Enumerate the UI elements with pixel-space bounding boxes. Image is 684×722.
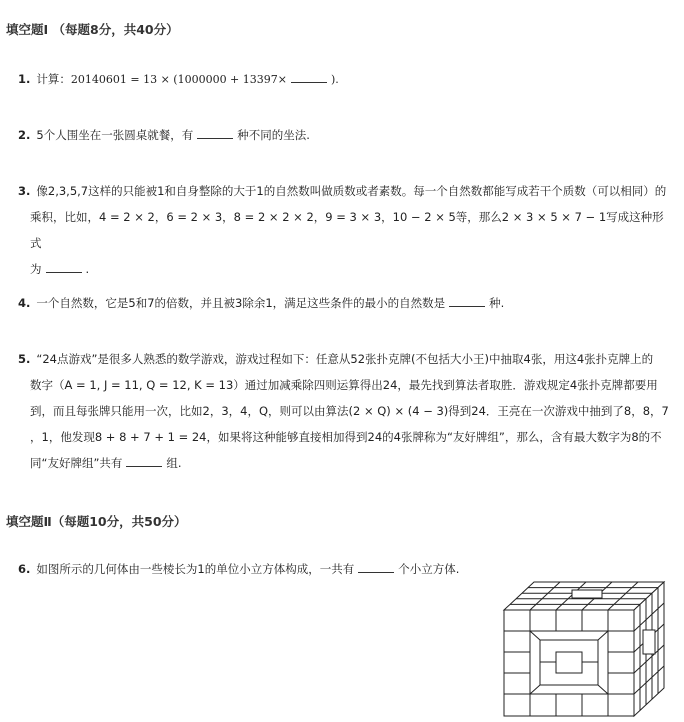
answer-blank[interactable] [358, 560, 394, 573]
answer-blank[interactable] [126, 454, 162, 467]
cube-structure-figure [500, 578, 670, 718]
front-face-grid [504, 610, 634, 716]
question-text-end: . [85, 262, 90, 276]
question-2 [18, 122, 670, 148]
question-text-end: 组. [166, 456, 182, 470]
answer-blank[interactable] [46, 260, 82, 273]
question-text-end: 种不同的坐法. [237, 128, 310, 142]
question-line: 数字（A = 1, J = 11, Q = 12, K = 13）通过加减乘除四则运算得出24，最先找到算法者取胜．游戏规定4张扑克牌都要用 [30, 378, 658, 392]
question-text: 一个自然数，它是5和7的倍数，并且被3除余1，满足这些条件的最小的自然数是 [36, 296, 446, 310]
question-1 [18, 66, 670, 93]
question-line: 到，而且每张牌只能用一次，比如2，3，4，Q，则可以由算法(2 × Q) × (4 − 3)得到24．王亮在一次游戏中抽到了8，8，7 [30, 404, 669, 418]
question-number: 1. [18, 72, 31, 86]
question-number: 5. [18, 352, 31, 366]
question-line: 同“友好牌组”共有 [30, 456, 123, 470]
section-title-1: 填空题Ⅰ （每题8分，共40分） [6, 22, 179, 37]
answer-blank[interactable] [197, 126, 233, 139]
question-3 [18, 178, 670, 282]
question-text: 如图所示的几何体由一些棱长为1的单位小立方体构成，一共有 [36, 562, 355, 576]
question-text: 5个人围坐在一张圆桌就餐，有 [36, 128, 194, 142]
answer-blank[interactable] [291, 70, 327, 83]
question-line: 像2,3,5,7这样的只能被1和自身整除的大于1的自然数叫做质数或者素数。每一个自然数都能写成若干个质数（可以相同）的 [36, 184, 667, 198]
question-line: ，1，他发现8 + 8 + 7 + 1 = 24，如果将这种能够直接相加得到24的4张牌称为“友好牌组”，那么，含有最大数字为8的不 [30, 430, 662, 444]
answer-blank[interactable] [449, 294, 485, 307]
question-math: 20140601 = 13 × (1000000 + 13397× [70, 73, 287, 86]
question-line: 乘积，比如，4 = 2 × 2，6 = 2 × 3，8 = 2 × 2 × 2，9 = 3 × 3，10 − 2 × 5等，那么2 × 3 × 5 × 7 − 1写成这种形式 [30, 210, 664, 250]
question-number: 2. [18, 128, 31, 142]
question-text-end: 种. [489, 296, 505, 310]
question-line: “24点游戏”是很多人熟悉的数学游戏，游戏过程如下：任意从52张扑克牌(不包括大小王)中抽取4张，用这4张扑克牌上的 [36, 352, 654, 366]
question-number: 6. [18, 562, 31, 576]
question-5 [18, 346, 670, 476]
question-number: 3. [18, 184, 31, 198]
question-4 [18, 290, 670, 316]
question-text-end: 个小立方体. [398, 562, 460, 576]
question-line: 为 [30, 262, 42, 276]
question-text-end: ). [330, 73, 339, 86]
question-number: 4. [18, 296, 31, 310]
section-title-2: 填空题Ⅱ（每题10分，共50分） [6, 514, 187, 529]
question-text: 计算： [36, 72, 71, 86]
